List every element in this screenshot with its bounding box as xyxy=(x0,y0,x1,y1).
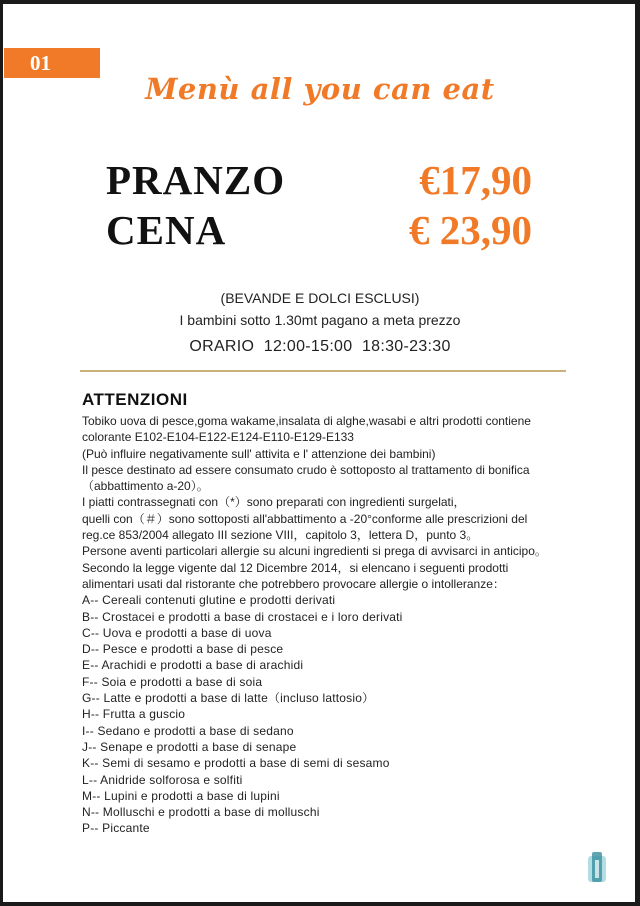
price-row-pranzo xyxy=(106,156,546,203)
meal-price: € 23,90 xyxy=(409,207,532,253)
attention-text xyxy=(82,413,612,837)
children-note: I bambini sotto 1.30mt pagano a meta prezzo xyxy=(179,312,461,328)
allergen-item: L-- Anidride solforosa e solfiti xyxy=(82,772,243,787)
meal-name: PRANZO xyxy=(106,157,286,203)
allergen-item: H-- Frutta a guscio xyxy=(82,707,186,722)
allergen-item: B-- Crostacei e prodotti a base di crostacei e i loro derivati xyxy=(82,609,403,624)
corner-logo-icon xyxy=(582,850,612,886)
meal-price: €17,90 xyxy=(419,157,532,203)
attention-line: Secondo la legge vigente dal 12 Dicembre 2014，si elencano i seguenti prodotti xyxy=(82,560,509,575)
attention-line: alimentari usati dal ristorante che potrebbero provocare allergie o intolleranze： xyxy=(82,576,505,591)
allergen-item: I-- Sedano e prodotti a base di sedano xyxy=(82,723,294,738)
attention-line: (Può influire negativamente sull' attivita e l' attenzione dei bambini) xyxy=(82,446,436,461)
divider xyxy=(80,370,566,372)
attention-heading: ATTENZIONI xyxy=(82,390,188,409)
allergen-item: D-- Pesce e prodotti a base di pesce xyxy=(82,642,284,657)
meal-name: CENA xyxy=(106,207,227,253)
allergen-item: N-- Molluschi e prodotti a base di molluschi xyxy=(82,805,320,820)
attention-line: Persone aventi particolari allergie su alcuni ingredienti si prega di avvisarci in anticipo。 xyxy=(82,544,547,559)
allergen-item: F-- Soia e prodotti a base di soia xyxy=(82,674,263,689)
allergen-item: M-- Lupini e prodotti a base di lupini xyxy=(82,788,280,803)
attention-line: colorante E102-E104-E122-E124-E110-E129-E133 xyxy=(82,430,354,445)
attention-line: quelli con（＃）sono sottoposti all'abbattimento a -20°conforme alle prescrizioni del xyxy=(82,511,528,526)
page-number-badge: 01 xyxy=(4,48,100,78)
attention-line: reg.ce 853/2004 allegato III sezione VIII，capitolo 3，lettera D，punto 3。 xyxy=(82,528,479,543)
allergen-item: J-- Senape e prodotti a base di senape xyxy=(82,739,297,754)
price-row-cena xyxy=(106,206,546,253)
allergen-item: C-- Uova e prodotti a base di uova xyxy=(82,625,272,640)
allergen-item: G-- Latte e prodotti a base di latte（incluso lattosio） xyxy=(82,691,375,706)
allergen-item: K-- Semi di sesamo e prodotti a base di semi di sesamo xyxy=(82,756,390,771)
drinks-note: (BEVANDE E DOLCI ESCLUSI) xyxy=(220,290,420,306)
allergen-item: E-- Arachidi e prodotti a base di arachidi xyxy=(82,658,304,673)
attention-line: Tobiko uova di pesce,goma wakame,insalata di alghe,wasabi e altri prodotti contiene xyxy=(82,414,531,428)
allergen-item: A-- Cereali contenuti glutine e prodotti derivati xyxy=(82,593,336,608)
menu-title: Menù all you can eat xyxy=(145,72,495,106)
allergen-item: P-- Piccante xyxy=(82,821,150,836)
attention-line: Il pesce destinato ad essere consumato crudo è sottoposto al trattamento di bonifica xyxy=(82,462,530,477)
attention-line: （abbattimento a-20）。 xyxy=(82,479,209,494)
opening-hours: ORARIO 12:00-15:00 18:30-23:30 xyxy=(189,338,451,355)
attention-line: I piatti contrassegnati con（*）sono preparati con ingredienti surgelati， xyxy=(82,495,466,510)
